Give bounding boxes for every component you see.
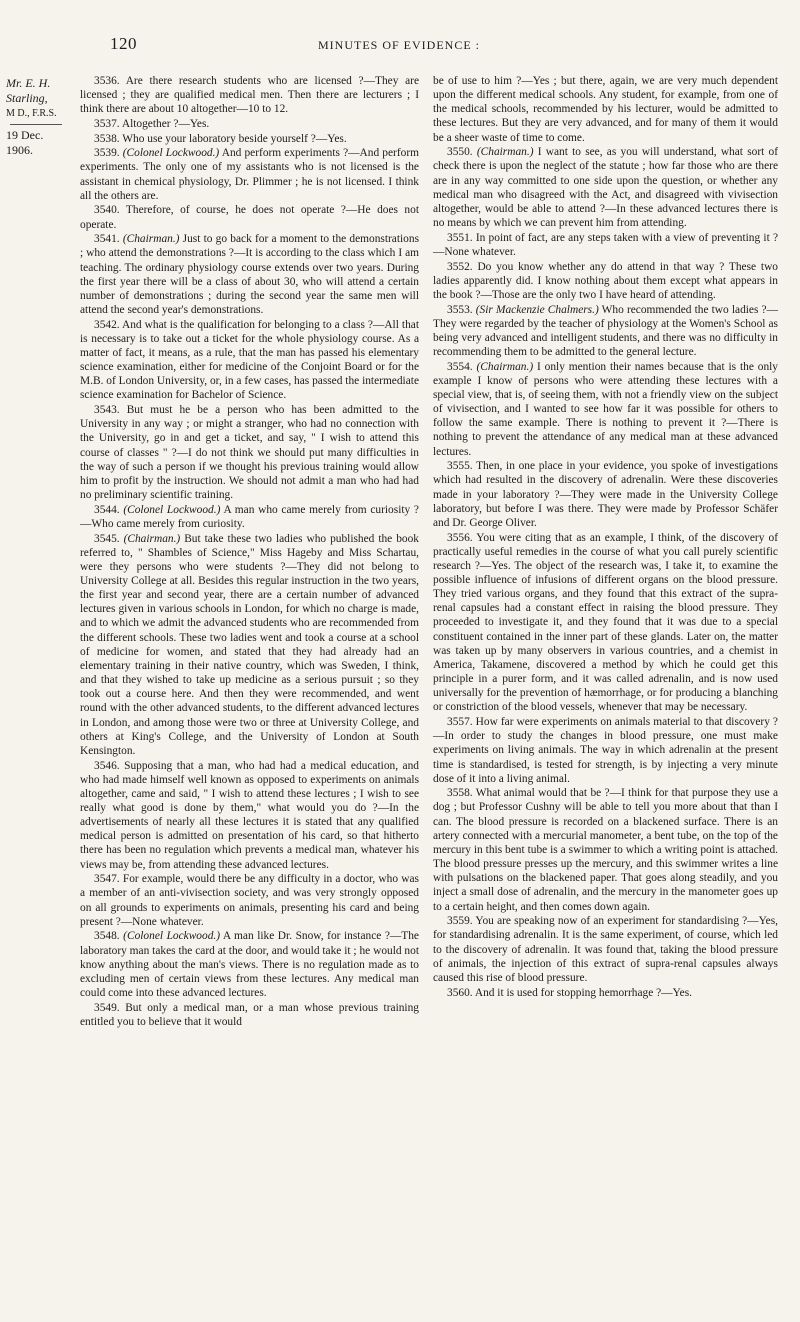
evidence-paragraph: 3536. Are there research students who are licensed ?—They are licensed ; they are qualified medical men. Then there are lecturers ; I think there are about 10 altogether—10 to 12. <box>80 75 419 116</box>
paragraph-text: But take these two ladies who published the book referred to, " Shambles of Science," Miss Hageby and Miss Schartau, were they persons who were students ?—They did not belong to University College at all. Besides this regular instruction in the two years, the first year and second year, there are a certain number of advanced lectures given in various schools in London, for which no charge is made, and to which we admit the advanced students who are recommended from the different schools. These two ladies went and took a course at a school of medicine for women, and stated that they had already had an elementary training in their native country, which was Sweden, I think, and that they wished to take up medicine as a serious pursuit ; so they took out a course here. And then they were recommended, and went round with the other advanced students, to the different advanced lectures in London, and among those were two or three at University College, and others at King's College, and the University of London at South Kensington. <box>80 532 419 757</box>
evidence-paragraph <box>80 146 419 203</box>
question-number: 3541. <box>94 233 123 246</box>
paragraph-text: I want to see, as you will understand, what sort of check there is upon the neglect of the statute ; how far those who are there are in any way committed to one side upon the question, or whether any medical man who disagreed with the Act, and disagreed with vivisection altogether, would be able to attend ?—In these advanced lectures there is no means by which we can prevent him from attending. <box>433 146 778 230</box>
paragraph-text: Just to go back for a moment to the demonstrations ; who attend the demonstrations ?—It is according to the class which I am teaching. The ordinary physiology course extends over two years. During the first year there will be a class of about 30, who will attend a certain number of demonstrations ; during the second year the same men will attend the second year's demonstrations. <box>80 233 420 316</box>
paragraph-text: A man who came merely from curiosity ?—Who came merely from curiosity. <box>80 503 419 530</box>
question-number: 3553. <box>447 303 476 316</box>
question-number: 3550. <box>447 146 477 159</box>
right-column <box>433 74 778 1000</box>
witness-name: Mr. E. H. <box>6 76 51 90</box>
evidence-paragraph: 3560. And it is used for stopping hemorrhage ?—Yes. <box>447 986 692 999</box>
speaker-label: (Chairman.) <box>476 146 534 159</box>
evidence-paragraph: 3552. Do you know whether any do attend in that way ? These two ladies apparently did. I know nothing about them except what appears in the book ?—Those are the only two I have heard of attending. <box>433 260 778 301</box>
speaker-label: (Colonel Lockwood.) <box>123 930 221 943</box>
evidence-paragraph: be of use to him ?—Yes ; but there, again, we are very much dependent upon the different medical schools. Any student, for example, from one of the medical schools, recommended by his lecturer, would be admitted to these lectures. But they are very advanced, and for many of them it would be a sheer waste of time to come. <box>433 75 778 144</box>
witness-degrees: M D., F.R.S. <box>6 108 57 119</box>
question-number: 3545. <box>94 532 124 545</box>
evidence-paragraph: 3559. You are speaking now of an experiment for standardising ?—Yes, for standardising adrenalin. It is the same experiment, of course, which led to the discovery of adrenalin. It was found that, taking the blood pressure of animals, the injection of this extract of supra-renal capsules always caused this rise of blood pressure. <box>433 915 778 984</box>
evidence-paragraph: 3547. For example, would there be any difficulty in a doctor, who was a member of an anti-vivisection society, and was very strongly opposed on all grounds to experiments on animals, presenting his card and being present ?—None whatever. <box>80 873 419 928</box>
paragraph-text: Who recommended the two ladies ?—They were regarded by the teacher of physiology at the Women's School as being very advanced and intelligent students, and there was no difficulty in recommending them to be admitted to the general lecture. <box>433 303 778 358</box>
evidence-paragraph: 3558. What animal would that be ?—I think for that purpose they use a dog ; but Professor Cushny will be able to tell you more about that than I can. The blood pressure is recorded on a blackened surface. There is an artery connected with a mercurial manometer, a bent tube, on the top of the mercury in this bent tube is a swimmer to which a writing point is attached. The blood pressure presses up the mercury, and this swimmer writes a line with pulsations on the blackened paper. That goes along steadily, and you inject a small dose of adrenalin, and the mercury in the manometer goes up to a certain height, and then comes down again. <box>433 787 778 913</box>
question-number: 3554. <box>447 360 477 373</box>
page-number: 120 <box>110 34 137 53</box>
evidence-paragraph: 3537. Altogether ?—Yes. <box>94 117 210 130</box>
evidence-paragraph: 3557. How far were experiments on animals material to that discovery ?—In order to study the changes in blood pressure, one must make experiments on living animals. The way in which adrenalin at the present time is standardised, is tested for strength, is by injecting a very minute dose of it into a living animal. <box>433 716 778 785</box>
witness-surname: Starling, <box>6 91 48 105</box>
evidence-paragraph: 3551. In point of fact, are any steps taken with a view of preventing it ?—None whatever. <box>433 231 778 258</box>
evidence-paragraph <box>80 503 419 531</box>
speaker-label: (Colonel Lockwood.) <box>123 503 221 516</box>
evidence-paragraph: 3538. Who use your laboratory beside yourself ?—Yes. <box>94 132 347 145</box>
speaker-label: (Sir Mackenzie Chalmers.) <box>475 303 599 316</box>
evidence-paragraph <box>80 232 419 317</box>
evidence-paragraph: 3540. Therefore, of course, he does not operate ?—He does not operate. <box>80 204 419 231</box>
question-number: 3544. <box>94 503 124 516</box>
paragraph-text: I only mention their names because that is the only example I know of persons who were attending these lectures with a special view, that is, of seeing them, with not a friendly view on the subject of vivisection, and I wanted to see how far it was possible for others to follow the same example. There is nothing to prevent it ?—There is nothing to prevent the attendance of any medical man at these advanced lectures. <box>433 360 778 458</box>
left-column <box>80 74 419 1029</box>
running-head: MINUTES OF EVIDENCE : <box>318 38 480 52</box>
evidence-paragraph <box>80 929 419 1000</box>
evidence-paragraph: 3556. You were citing that as an example, I think, of the discovery of practically useful remedies in the course of what you call purely scientific research ?—Yes. The object of the research was, I take it, to examine the possible influence of infusions of different organs on the blood pressure. They tried various organs, and they found that this extract of the supra-renal capsules had a constant effect in raising the blood pressure. They proceeded to investigate it, and they found that it was due to a special constituent contained in the inner part of these glands. Later on, the matter was taken up by many observers in various countries, and a chemist in America, Takamene, discovered a method by which he could get this principle in a purer form, and it was called adrenalin, and is now used universally for the prevention of hæmorrhage, or for producing a blanching or constriction of the blood vessels, whenever that may be necessary. <box>433 531 778 714</box>
speaker-label: (Chairman.) <box>476 360 534 373</box>
evidence-paragraph <box>433 360 778 459</box>
evidence-paragraph: 3543. But must he be a person who has been admitted to the University in any way ; or might a stranger, who had no connection with the University, go in and get a ticket, and say, " I wish to attend this course of classes " ?—I do not think we should put many difficulties in the way of such a person if we thought his previous training would allow him to profit by the instruction. We should not admit a man who had had no preliminary scientific training. <box>80 404 419 502</box>
margin-rule <box>10 124 62 125</box>
evidence-paragraph <box>433 303 778 360</box>
paragraph-text: And perform experiments ?—And perform experiments. The only one of my assistants who is not licensed is the assistant in chemical physiology, Dr. Plimmer ; he is not licensed. I think all the others are. <box>80 147 419 202</box>
evidence-paragraph <box>433 145 778 230</box>
witness-margin-note <box>6 76 72 158</box>
evidence-paragraph: 3542. And what is the qualification for belonging to a class ?—All that is necessary is to take out a ticket for the whole physiology course. As a matter of fact, it means, as a rule, that the man has passed his elementary science examination, either for medicine of the Conjoint Board or for the M.B. of London University, or, in a few cases, has passed the intermediate science examination for Bachelor of Science. <box>80 318 419 402</box>
evidence-paragraph: 3555. Then, in one place in your evidence, you spoke of investigations which had resulted in the discovery of adrenalin. Were these discoveries made in your laboratory ?—They were made in the University College laboratory, but before I was there. They were made by Professor Schäfer and Dr. George Oliver. <box>433 460 778 529</box>
evidence-paragraph: 3549. But only a medical man, or a man whose previous training entitled you to believe that it would <box>80 1001 419 1028</box>
speaker-label: (Chairman.) <box>122 233 180 246</box>
question-number: 3539. <box>94 147 123 160</box>
question-number: 3548. <box>94 930 124 943</box>
paragraph-text: A man like Dr. Snow, for instance ?—The laboratory man takes the card at the door, and would take it ; he would not know anything about the man's views. There is no regulation made as to excluding men of certain views from these lectures. Any medical man could come into these advanced lectures. <box>80 930 419 999</box>
page-header <box>0 30 800 54</box>
evidence-paragraph: 3546. Supposing that a man, who had had a medical education, and who had made himself well known as opposed to experiments on animals altogether, came and said, " I wish to attend these lectures ; I wish to see really what good is done by them," what would you do ?—In the advertisements of nearly all these lectures it is stated that any qualified medical person is admitted on presentation of his card, so that hitherto there has been no regulation which prevents a medical man, whatever his views may be, from attending these advanced lectures. <box>80 759 419 871</box>
evidence-date: 19 Dec. 1906. <box>6 128 44 157</box>
speaker-label: (Colonel Lockwood.) <box>122 147 220 160</box>
evidence-paragraph <box>80 532 419 759</box>
speaker-label: (Chairman.) <box>123 532 181 545</box>
